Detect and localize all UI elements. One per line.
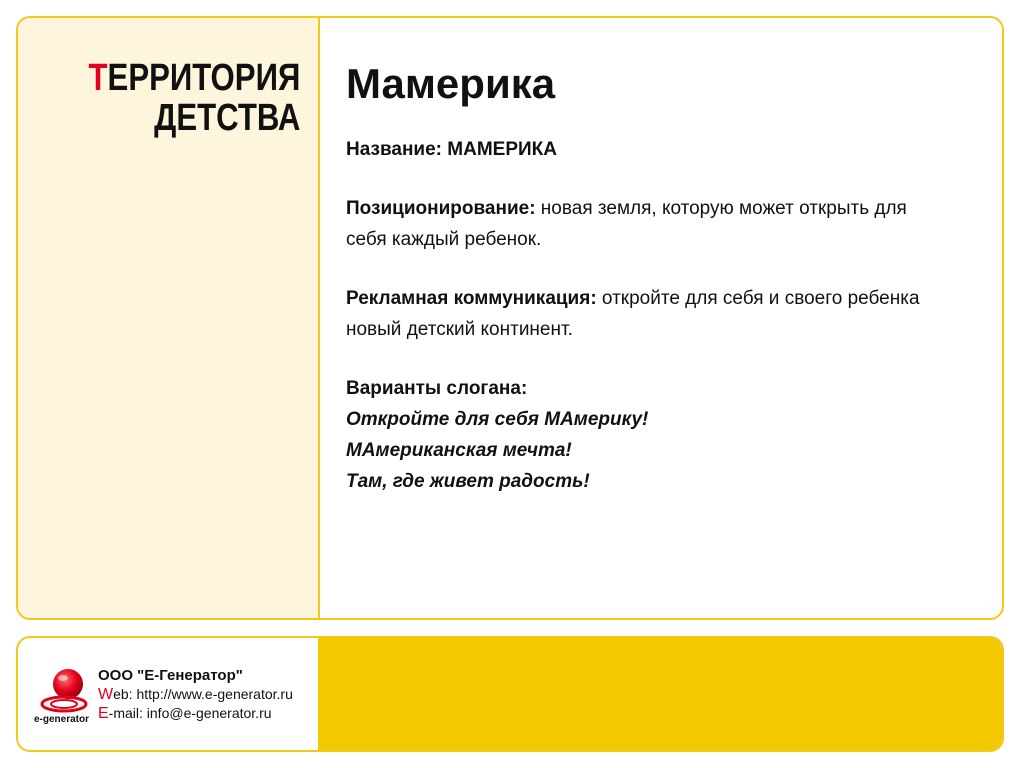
logo-line1: ЕРРИТОРИЯ (107, 57, 301, 99)
positioning-text: новая земля, которую может открыть для себя каждый ребенок. (346, 198, 907, 250)
company-name: ООО "Е-Генератор" (98, 667, 243, 684)
positioning-label: Позиционирование: (346, 198, 536, 219)
slogans-block (346, 373, 946, 497)
content (346, 58, 946, 497)
page-title: Мамерика (346, 60, 556, 107)
footer (16, 636, 1004, 752)
slogan-item: МАмериканская мечта! (346, 440, 572, 461)
company-email[interactable]: E-mail: info@e-generator.ru (98, 705, 272, 722)
advert-paragraph (346, 283, 946, 345)
name-line: Название: МАМЕРИКА (346, 139, 557, 160)
footer-yellow-band (318, 638, 1002, 750)
slogan-item: Откройте для себя МАмерику! (346, 409, 649, 430)
advert-label: Рекламная коммуникация: (346, 288, 597, 309)
slogan-item: Там, где живет радость! (346, 471, 590, 492)
slogans-label: Варианты слогана: (346, 378, 528, 399)
positioning-paragraph (346, 193, 946, 255)
company-web[interactable]: Web: http://www.e-generator.ru (98, 686, 293, 703)
logo-line2: ДЕТСТВА (153, 97, 300, 139)
logo-accent-letter: Т (88, 57, 108, 99)
advert-text: откройте для себя и своего ребенка новый детский континент. (346, 288, 920, 340)
company-info (98, 666, 293, 723)
left-panel (18, 18, 320, 618)
brand-label: e-generator (34, 714, 90, 725)
territoria-detstva-logo (42, 58, 300, 138)
main-frame (16, 16, 1004, 620)
